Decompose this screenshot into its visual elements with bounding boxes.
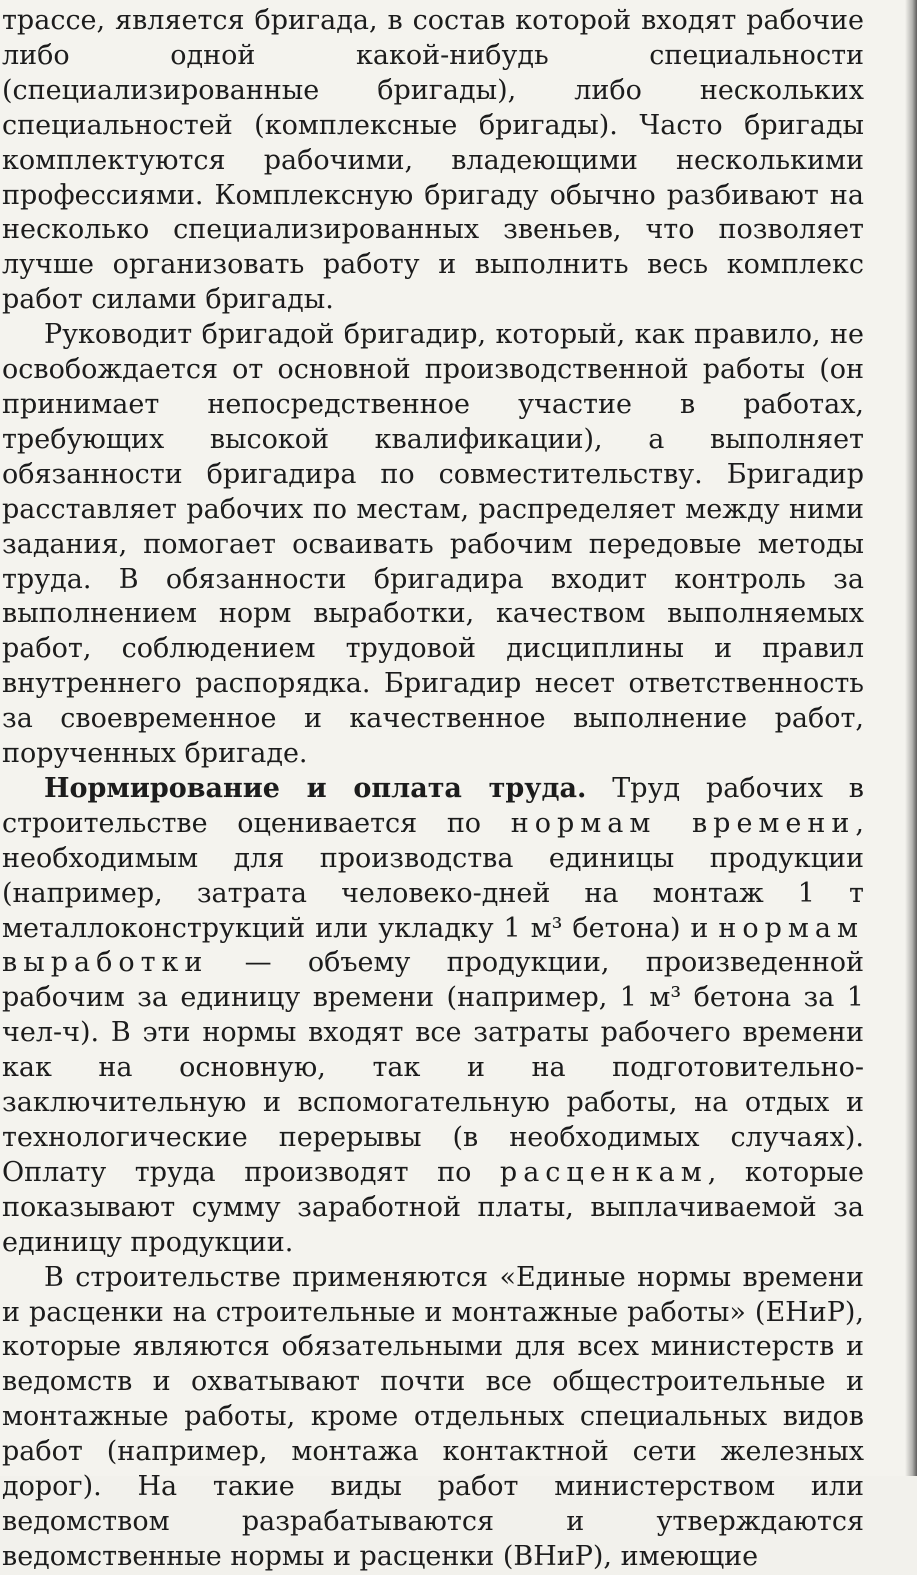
norms-text-part-4: , которые показывают сумму заработной платы, выплачиваемой за единицу продукции. [2, 1156, 864, 1258]
term-time-norms: нормам времени [510, 807, 856, 839]
section-heading: Нормирование и оплата труда. [44, 772, 587, 804]
paragraph-labor-norms [2, 772, 864, 1261]
term-output-norms: нормам выработки [2, 912, 864, 979]
page-text [2, 4, 864, 1575]
norms-text-part-1: Труд рабочих в строительстве оценивается по [2, 772, 864, 839]
term-rates: расценкам [499, 1156, 708, 1188]
page-edge-shadow [905, 0, 917, 1476]
paragraph-brigade-composition: трассе, является бригада, в состав которой входят рабочие либо одной какой-нибудь специальности (специализированные бригады), либо нескольких специальностей (комплексные бригады). Часто бригады комплектуются рабочими, владеющими несколькими профессиями. Комплексную бригаду обычно разбивают на несколько специализированных звеньев, что позволяет лучше организовать работу и выполнить весь комплекс работ силами бригады. [2, 5, 864, 316]
norms-text-part-3: — объему продукции, произведенной рабочим за единицу времени (например, 1 м³ бетона за 1 чел-ч). В эти нормы входят все затраты рабочего времени как на основную, так и на подготовительно-заключительную и вспомогательную работы, на отдых и технологические перерывы (в необходимых случаях). Оплату труда производят по [2, 947, 864, 1188]
paragraph-brigade-leader: Руководит бригадой бригадир, который, как правило, не освобождается от основной производственной работы (он принимает непосредственное участие в работах, требующих высокой квалификации), а выполняет обязанности бригадира по совместительству. Бригадир расставляет рабочих по местам, распределяет между ними задания, помогает осваивать рабочим передовые методы труда. В обязанности бригадира входит контроль за выполнением норм выработки, качеством выполняемых работ, соблюдением трудовой дисциплины и правил внутреннего распорядка. Бригадир несет ответственность за своевременное и качественное выполнение работ, порученных бригаде. [2, 319, 864, 770]
paragraph-unified-norms: В строительстве применяются «Единые нормы времени и расценки на строительные и монтажные работы» (ЕНиР), которые являются обязательными для всех министерств и ведомств и охватывают почти все общестроительные и монтажные работы, кроме отдельных специальных видов работ (например, монтажа контактной сети железных дорог). На такие виды работ министерством или ведомством разрабатываются и утверждаются ведомственные нормы и расценки (ВНиР), имеющие [2, 1261, 864, 1572]
norms-text-part-2: , необходимым для производства единицы продукции (например, затрата человеко-дней на монтаж 1 т металлоконструкций или укладку 1 м³ бетона) и [2, 807, 864, 944]
